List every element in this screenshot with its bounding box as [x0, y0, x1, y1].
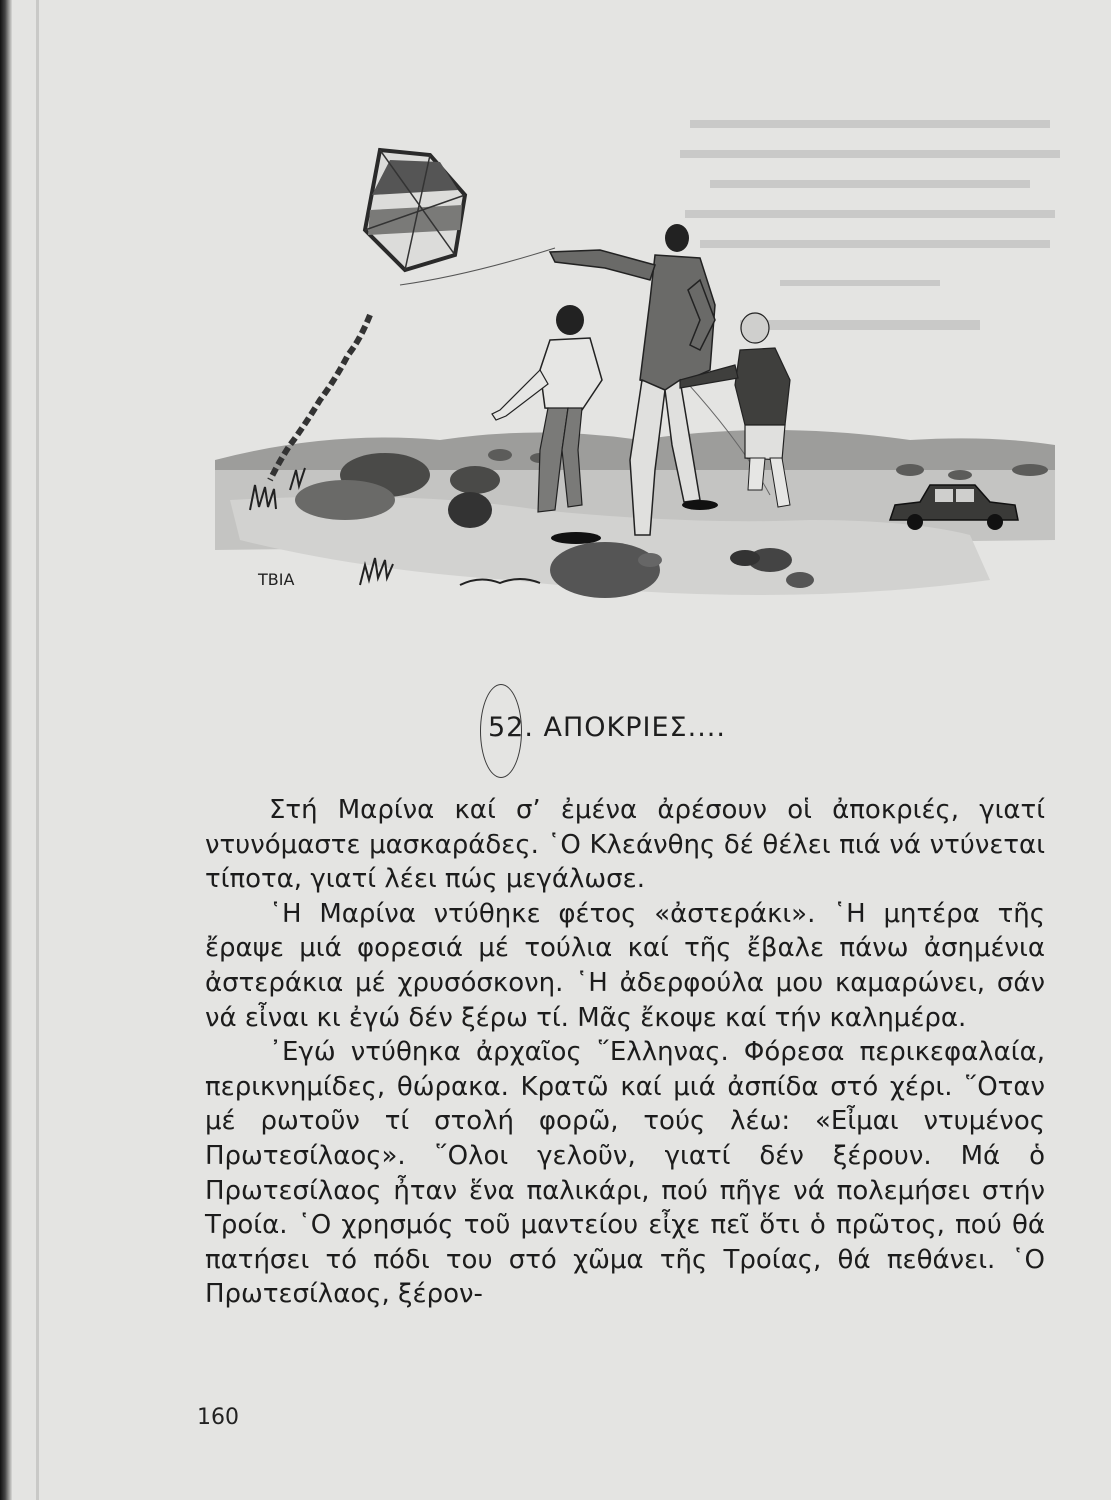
kite	[365, 150, 465, 270]
page-edge	[36, 0, 39, 1500]
paragraph-3: ᾿Εγώ ντύθηκα ἀρχαῖος ῞Ελληνας. Φόρεσα περικεφαλαία, περικνημίδες, θώρακα. Κρατῶ καί μιά ἀσπίδα στό χέρι. ῞Οταν μέ ρωτοῦν τί στολή φορῶ, τούς λέω: «Εἶμαι ντυμένος Πρωτεσίλαος». ῞Ολοι γελοῦν, γιατί δέν ξέρουν. Μά ὁ Πρωτεσίλαος ἦταν ἕνα παλικάρι, πού πῆγε νά πολεμήσει στήν Τροία. ῾Ο χρησμός τοῦ μαντείου εἶχε πεῖ ὅτι ὁ πρῶτος, πού θά πατήσει τό πόδι του στό χῶμα τῆς Τροίας, θά πεθάνει. ῾Ο Πρωτεσίλαος, ξέρον-	[205, 1037, 1045, 1310]
kite-illustration	[210, 140, 1060, 660]
paragraph-1: Στή Μαρίνα καί σ’ ἐμένα ἀρέσουν οἱ ἀποκριές, γιατί ντυνόμαστε μασκαράδες. ῾Ο Κλεάνθης δέ θέλει πιά νά ντύνεται τίποτα, γιατί λέει πώς μεγάλωσε.	[205, 795, 1045, 895]
chapter-title: . ΑΠΟΚΡΙΕΣ....	[524, 712, 726, 743]
binding-edge	[0, 0, 12, 1500]
body-text	[205, 793, 1045, 1312]
chapter-heading	[488, 712, 726, 743]
artist-signature: ΤΒΙΑ	[258, 570, 295, 589]
chapter-number-circled	[488, 712, 524, 743]
hand-drawn-circle	[480, 684, 525, 778]
paragraph-2: ῾Η Μαρίνα ντύθηκε φέτος «ἀστεράκι». ῾Η μητέρα τῆς ἔραψε μιά φορεσιά μέ τούλια καί τῆς ἔβαλε πάνω ἀσημένια ἀστεράκια μέ χρυσόσκονη. ῾Η ἀδερφούλα μου καμαρώνει, σάν νά εἶναι κι ἐγώ δέν ξέρω τί. Μᾶς ἔκοψε καί τήν καλημέρα.	[205, 898, 1045, 1033]
chapter-number: 52	[488, 712, 525, 743]
page-number: 160	[197, 1405, 239, 1430]
